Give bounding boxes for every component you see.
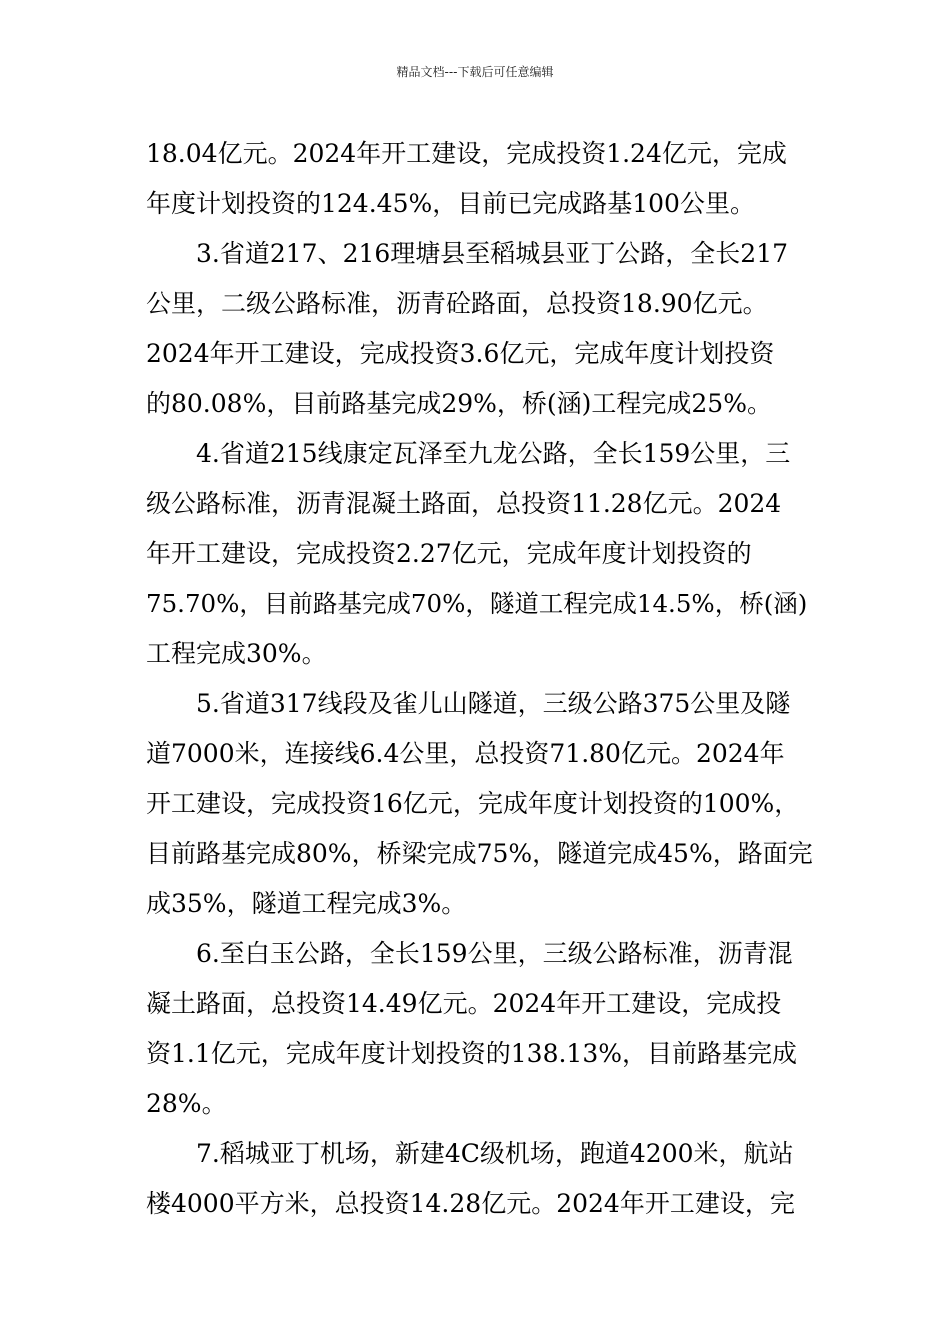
text-line-18: 凝土路面，总投资14.49亿元。2024年开工建设，完成投 — [146, 989, 782, 1018]
text-line-22: 楼4000平方米，总投资14.28亿元。2024年开工建设，完 — [146, 1189, 795, 1218]
text-line-16: 成35%，隧道工程完成3%。 — [146, 889, 467, 918]
text-line-14: 开工建设，完成投资16亿元，完成年度计划投资的100%， — [146, 789, 800, 818]
text-line-4: 公里，二级公路标准，沥青砼路面，总投资18.90亿元。 — [146, 289, 768, 318]
text-line-2: 年度计划投资的124.45%，目前已完成路基100公里。 — [146, 189, 755, 218]
text-line-20: 28%。 — [146, 1089, 227, 1118]
document-body — [146, 129, 812, 1229]
text-line-10: 75.70%，目前路基完成70%，隧道工程完成14.5%，桥(涵) — [146, 589, 808, 618]
text-line-11: 工程完成30%。 — [146, 639, 327, 668]
text-line-13: 道7000米，连接线6.4公里，总投资71.80亿元。2024年 — [146, 739, 785, 768]
text-line-17: 6.至白玉公路，全长159公里，三级公路标准，沥青混 — [196, 939, 793, 968]
text-line-12: 5.省道317线段及雀儿山隧道，三级公路375公里及隧 — [196, 689, 791, 718]
text-line-7: 4.省道215线康定瓦泽至九龙公路，全长159公里，三 — [196, 439, 791, 468]
text-line-6: 的80.08%，目前路基完成29%，桥(涵)工程完成25%。 — [146, 389, 772, 418]
text-line-15: 目前路基完成80%，桥梁完成75%，隧道完成45%，路面完 — [146, 839, 813, 868]
page-header: 精品文档---下载后可任意编辑 — [396, 65, 554, 79]
text-line-3: 3.省道217、216理塘县至稻城县亚丁公路，全长217 — [196, 239, 789, 268]
text-line-5: 2024年开工建设，完成投资3.6亿元，完成年度计划投资 — [146, 339, 775, 368]
text-line-1: 18.04亿元。2024年开工建设，完成投资1.24亿元，完成 — [146, 139, 787, 168]
text-line-21: 7.稻城亚丁机场，新建4C级机场，跑道4200米，航站 — [196, 1139, 794, 1168]
text-line-8: 级公路标准，沥青混凝土路面，总投资11.28亿元。2024 — [146, 489, 782, 518]
text-line-9: 年开工建设，完成投资2.27亿元，完成年度计划投资的 — [146, 539, 752, 568]
text-line-19: 资1.1亿元，完成年度计划投资的138.13%，目前路基完成 — [146, 1039, 797, 1068]
